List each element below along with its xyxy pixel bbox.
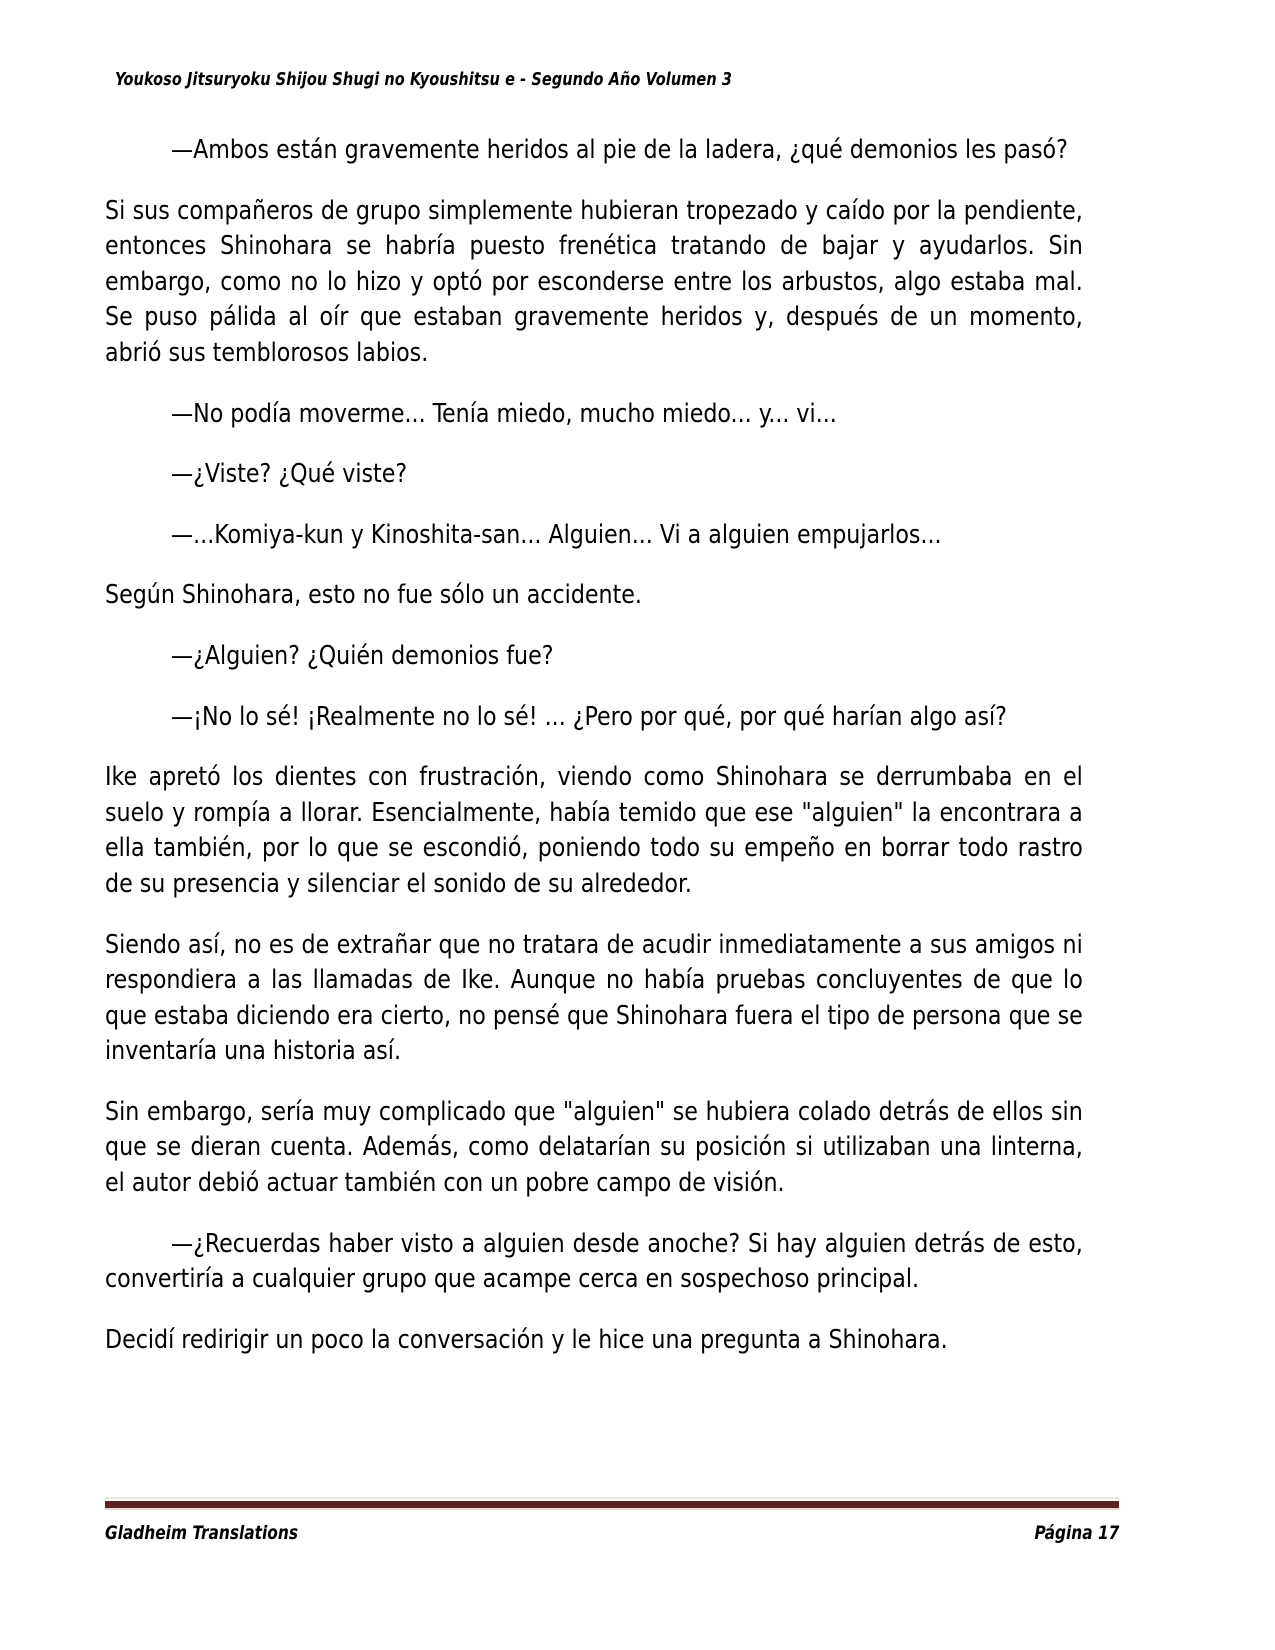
paragraph-dialogue: —¿Alguien? ¿Quién demonios fue? bbox=[170, 639, 554, 670]
paragraph-dialogue: —Ambos están gravemente heridos al pie de la ladera, ¿qué demonios les pasó? bbox=[170, 134, 1068, 164]
footer-page-number: Página 17 bbox=[1034, 1522, 1119, 1544]
paragraph-dialogue: —No podía moverme... Tenía miedo, mucho miedo... y... vi... bbox=[170, 397, 837, 428]
document-running-header: Youkoso Jitsuryoku Shijou Shugi no Kyoushitsu e - Segundo Año Volumen 3 bbox=[115, 70, 733, 90]
paragraph-narration: Sin embargo, sería muy complicado que "alguien" se hubiera colado detrás de ellos sin que se dieran cuenta. Además, como delatarían su posición si utilizaban una linterna, el autor debió actuar también con un pobre campo de visión. bbox=[105, 1095, 1083, 1198]
footer-divider-shadow bbox=[105, 1508, 1119, 1510]
paragraph-dialogue: —¡No lo sé! ¡Realmente no lo sé! ... ¿Pero por qué, por qué harían algo así? bbox=[170, 700, 1007, 731]
footer-divider-bar bbox=[105, 1501, 1119, 1508]
paragraph-narration: Según Shinohara, esto no fue sólo un accidente. bbox=[105, 579, 642, 610]
body-text-column bbox=[105, 132, 1113, 1357]
footer-divider-highlight bbox=[105, 1497, 1119, 1499]
footer-translator-credit: Gladheim Translations bbox=[105, 1522, 298, 1544]
paragraph-dialogue: —¿Viste? ¿Qué viste? bbox=[170, 458, 408, 489]
footer-divider bbox=[105, 1497, 1119, 1508]
document-footer bbox=[105, 1522, 1119, 1544]
paragraph-narration: Decidí redirigir un poco la conversación y le hice una pregunta a Shinohara. bbox=[105, 1323, 948, 1354]
paragraph-narration: Si sus compañeros de grupo simplemente hubieran tropezado y caído por la pendiente, entonces Shinohara se habría puesto frenética tratando de bajar y ayudarlos. Sin embargo, como no lo hizo y optó por esconderse entre los arbustos, algo estaba mal. Se puso pálida al oír que estaban gravemente heridos y, después de un momento, abrió sus temblorosos labios. bbox=[105, 194, 1083, 367]
paragraph-narration: Siendo así, no es de extrañar que no tratara de acudir inmediatamente a sus amigos ni respondiera a las llamadas de Ike. Aunque no había pruebas concluyentes de que lo que estaba diciendo era cierto, no pensé que Shinohara fuera el tipo de persona que se inventaría una historia así. bbox=[105, 928, 1083, 1066]
paragraph-dialogue: —¿Recuerdas haber visto a alguien desde anoche? Si hay alguien detrás de esto, convertiría a cualquier grupo que acampe cerca en sospechoso principal. bbox=[105, 1227, 1083, 1294]
paragraph-narration: Ike apretó los dientes con frustración, viendo como Shinohara se derrumbaba en el suelo y rompía a llorar. Esencialmente, había temido que ese "alguien" la encontrara a ella también, por lo que se escondió, poniendo todo su empeño en borrar todo rastro de su presencia y silenciar el sonido de su alrededor. bbox=[105, 761, 1083, 898]
paragraph-dialogue: —...Komiya-kun y Kinoshita-san... Alguien... Vi a alguien empujarlos... bbox=[170, 518, 942, 549]
